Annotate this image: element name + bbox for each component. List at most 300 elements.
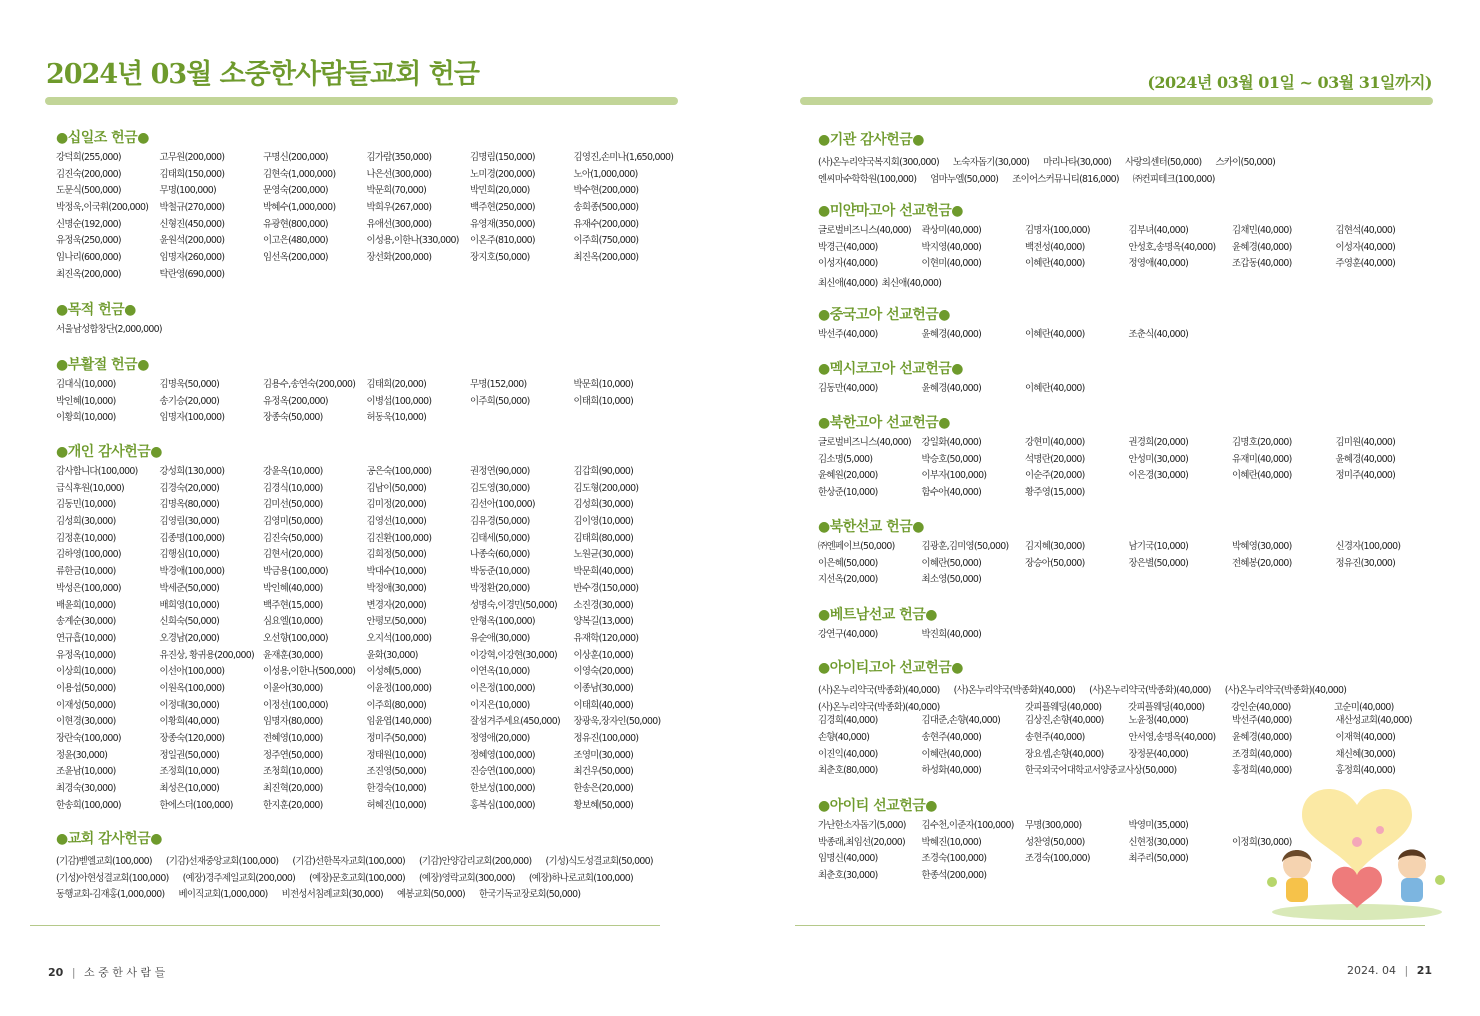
donor-entry: 이현미(40,000)	[921, 258, 982, 270]
donor-entry: 박문희(40,000)	[573, 566, 634, 578]
donor-entry: 스카이(50,000)	[1215, 157, 1276, 168]
donor-entry	[1129, 763, 1233, 780]
donor-entry: 박승호(50,000)	[921, 453, 982, 465]
donor-entry: 이종남(30,000)	[573, 682, 634, 694]
donor-entry: 신현정(30,000)	[1128, 836, 1189, 848]
donor-entry: 임선옥(200,000)	[263, 252, 328, 264]
donor-grid	[56, 464, 680, 814]
donor-entry: 윤혜경(40,000)	[921, 383, 982, 394]
donor-entry: 유애선(300,000)	[366, 218, 432, 230]
donor-entry: 안평모(50,000)	[366, 616, 427, 628]
donor-entry: 임명신(40,000)	[818, 853, 878, 865]
donor-entry: 박선주(40,000)	[818, 329, 878, 340]
donor-entry: 노윤정(40,000)	[1128, 715, 1189, 727]
donor-entry: 함수아(40,000)	[921, 487, 982, 499]
donor-entry: 김진숙(200,000)	[56, 168, 121, 180]
donor-entry: 이정희(30,000)	[1232, 836, 1292, 848]
donor-entry: 서울남성합창단(2,000,000)	[56, 324, 162, 335]
donor-entry: 유재수(200,000)	[573, 218, 639, 230]
donor-entry: 임윤엽(140,000)	[366, 716, 432, 728]
donor-entry: 김성희(30,000)	[56, 516, 116, 528]
donor-entry: 송현주(40,000)	[921, 732, 982, 744]
section-heading: ●멕시코고아 선교헌금●	[818, 361, 964, 377]
donor-entry: 김영미(50,000)	[263, 516, 323, 528]
donor-entry: 한국외국어대학교서양중교사상(50,000)	[1025, 765, 1177, 777]
section-heading: ●교회 감사헌금●	[56, 831, 162, 847]
donor-grid	[56, 377, 680, 427]
donor-entry: 최진옥(200,000)	[56, 268, 121, 280]
donor-entry: 김미선(50,000)	[263, 499, 323, 511]
donor-entry: 박희우(267,000)	[366, 202, 432, 214]
title-underline-left	[45, 97, 678, 105]
donor-entry: (기감)선한목자교회(100,000)	[292, 856, 405, 867]
donor-entry: 임명자(80,000)	[263, 716, 323, 728]
donor-entry: 이부자(100,000)	[921, 470, 987, 482]
donor-entry: 김태세(50,000)	[470, 532, 530, 544]
donor-entry: 한송희(100,000)	[56, 799, 121, 811]
donor-entry: 신희숙(50,000)	[159, 616, 220, 628]
donor-entry: 최신애(40,000)	[818, 278, 878, 290]
donor-entry: 글로벌비즈니스(40,000)	[818, 225, 912, 236]
donor-entry: 이영숙(20,000)	[573, 666, 634, 678]
donor-entry: 김영림(30,000)	[159, 516, 220, 528]
donor-entry: 한에스더(100,000)	[159, 799, 233, 811]
donor-entry: 박민희(20,000)	[470, 185, 530, 197]
donor-entry: 하성화(40,000)	[921, 765, 982, 777]
donor-entry: 조이어스커뮤니티(816,000)	[1012, 173, 1119, 185]
section-heading: ●기관 감사헌금●	[818, 132, 924, 148]
donor-entry: 장지호(50,000)	[470, 252, 530, 264]
donor-entry: 이은혜(50,000)	[818, 557, 878, 569]
donor-entry: 권정연(90,000)	[470, 466, 530, 477]
donor-grid	[818, 627, 1438, 644]
donor-entry: 김남이(50,000)	[366, 482, 427, 494]
donor-entry: 송현주(40,000)	[1025, 732, 1085, 744]
donor-entry: 김미정(20,000)	[366, 499, 427, 511]
donor-entry: 김경숙(20,000)	[159, 482, 220, 494]
donor-entry: ㈜컨피테크(100,000)	[1132, 173, 1215, 185]
donor-entry: 이성용,이한나(500,000)	[263, 666, 356, 678]
entry-line	[818, 273, 1438, 290]
donor-entry: 김가람(350,000)	[366, 152, 432, 163]
donor-entry: 김경희(40,000)	[818, 715, 878, 727]
donor-entry: 이은경(30,000)	[1128, 470, 1189, 482]
donor-entry: 강덕희(255,000)	[56, 152, 121, 163]
donor-entry: 이상희(10,000)	[56, 666, 116, 678]
entry-line	[818, 152, 1438, 169]
entry-line	[818, 680, 1438, 697]
section-heading: ●미얀마고아 선교헌금●	[818, 203, 964, 219]
donor-entry: 장선화(200,000)	[366, 252, 432, 264]
donor-entry: 노원균(30,000)	[573, 549, 634, 561]
donor-entry: 박세준(50,000)	[159, 582, 220, 594]
donor-entry: 김미원(40,000)	[1335, 437, 1396, 448]
section-institution	[818, 130, 1438, 185]
donor-entry: 홍복심(100,000)	[470, 799, 535, 811]
donor-entry: 박철규(270,000)	[159, 202, 225, 214]
donor-entry: 최춘호(30,000)	[818, 870, 878, 882]
donor-entry: 권경희(20,000)	[1128, 437, 1189, 448]
donor-entry: 이혜란(40,000)	[1025, 258, 1085, 270]
donor-entry: (기감)벧엘교회(100,000)	[56, 856, 152, 867]
donor-grid	[818, 381, 1438, 398]
donor-entry: 이상훈(10,000)	[573, 649, 634, 661]
donor-entry: 조경숙(100,000)	[921, 853, 987, 865]
section-heading: ●십일조 헌금●	[56, 130, 149, 146]
donor-entry: 박혜영(30,000)	[1232, 541, 1292, 552]
donor-entry: 박동준(10,000)	[470, 566, 530, 578]
donor-entry: 이고은(480,000)	[263, 235, 328, 247]
entry-line	[56, 868, 680, 885]
donor-entry: 유재학(120,000)	[573, 632, 639, 644]
donor-entry: 김부녀(40,000)	[1128, 225, 1189, 236]
donor-entry: 정혜영(100,000)	[470, 749, 535, 761]
section-haiti-orphan	[818, 658, 1438, 780]
donor-entry: 석명란(20,000)	[1025, 453, 1085, 465]
donor-entry: 허동욱(10,000)	[366, 412, 427, 424]
donor-grid	[56, 150, 680, 284]
donor-entry: 정주연(50,000)	[263, 749, 323, 761]
donor-grid	[818, 435, 1438, 502]
donor-entry: 갓피플웨딩(40,000)	[1128, 701, 1205, 713]
donor-entry: (사)온누리약국(박종화)(40,000)	[818, 701, 940, 713]
section-heading: ●베트남선교 헌금●	[818, 607, 937, 623]
donor-entry: 송계순(30,000)	[56, 616, 116, 628]
donor-entry: 허혜진(10,000)	[366, 799, 427, 811]
donor-entry: 비전성서침례교회(30,000)	[281, 889, 384, 901]
donor-entry: 김명자(100,000)	[1025, 225, 1090, 236]
donor-grid	[818, 539, 1438, 589]
donor-entry: 조윤남(10,000)	[56, 766, 116, 778]
donor-entry: 정유진(30,000)	[1335, 557, 1396, 569]
donor-entry: 김영진,손미나(1,650,000)	[573, 152, 674, 163]
donor-entry: 박경애(100,000)	[159, 566, 225, 578]
donor-entry: 이혜란(40,000)	[1232, 470, 1292, 482]
section-heading: ●아이티 선교헌금●	[818, 798, 937, 814]
donor-entry: 박종래,최임선(20,000)	[818, 836, 905, 848]
donor-entry: (기성)식도성결교회(50,000)	[545, 856, 653, 867]
section-heading: ●아이티고아 선교헌금●	[818, 660, 964, 676]
donor-entry: 김갑희(90,000)	[573, 466, 634, 477]
donor-entry: 이재성(50,000)	[56, 699, 116, 711]
donor-entry: 최진옥(200,000)	[573, 252, 639, 264]
donor-entry: 홍정희(40,000)	[1335, 765, 1396, 777]
donor-entry: (기감)안양감리교회(200,000)	[418, 856, 532, 867]
donor-entry: 예봉교회(50,000)	[397, 889, 465, 901]
donor-entry: 양복길(13,000)	[573, 616, 634, 628]
section-myanmar	[818, 201, 1438, 290]
donor-entry: 윤혜경(40,000)	[921, 329, 982, 340]
donor-entry: 채신혜(30,000)	[1335, 748, 1396, 760]
donor-entry: 이윤아(30,000)	[263, 682, 323, 694]
footer-right	[1347, 964, 1432, 977]
donor-entry: 안성미(30,000)	[1128, 453, 1189, 465]
donor-entry: 유광현(800,000)	[263, 218, 328, 230]
donor-entry: 이윤정(100,000)	[366, 682, 432, 694]
donor-entry: 이주희(750,000)	[573, 235, 639, 247]
donor-entry: 안성호,송명옥(40,000)	[1128, 241, 1216, 253]
donor-entry: 이병섭(100,000)	[366, 395, 432, 407]
donor-entry: 황주영(15,000)	[1025, 487, 1085, 499]
donor-entry: 이은정(100,000)	[470, 682, 535, 694]
donor-entry: 김유경(50,000)	[470, 516, 530, 528]
donor-entry: 강일화(40,000)	[921, 437, 982, 448]
donor-entry: 윤원석(200,000)	[159, 235, 225, 247]
section-nk-mission	[818, 517, 1438, 589]
donor-entry: 유순애(30,000)	[470, 632, 530, 644]
donor-entry: 이강혁,이강현(30,000)	[470, 649, 557, 661]
donor-entry: 박문희(70,000)	[366, 185, 427, 197]
donor-entry: 박혜진(10,000)	[921, 836, 982, 848]
donor-entry: 한국기독교장로회(50,000)	[478, 889, 581, 901]
donor-entry: 조갑동(40,000)	[1232, 258, 1292, 270]
donor-entry: 손향(40,000)	[818, 732, 870, 744]
donor-grid	[56, 322, 680, 339]
section-personal-thanks	[56, 442, 680, 814]
donor-entry: 박진희(40,000)	[921, 629, 982, 640]
donor-entry: 강현미(40,000)	[1025, 437, 1085, 448]
donor-entry: 장란숙(100,000)	[56, 733, 121, 744]
donor-entry: 엔씨마수학학원(100,000)	[818, 173, 917, 185]
donor-entry: 지선옥(20,000)	[818, 574, 878, 586]
donor-entry: 이성자(40,000)	[818, 258, 878, 270]
donor-entry: 노미경(200,000)	[470, 168, 535, 180]
children-heart-illustration	[1262, 780, 1452, 920]
donor-grid	[818, 327, 1438, 344]
donor-entry: (사)온누리약국복지회(300,000)	[818, 157, 939, 168]
donor-entry: 무명(100,000)	[159, 185, 216, 197]
donor-entry: 강연구(40,000)	[818, 629, 878, 640]
donor-entry: 한지훈(20,000)	[263, 799, 323, 811]
donor-entry: 한송은(20,000)	[573, 783, 634, 795]
donor-entry: 이성혜(5,000)	[366, 666, 421, 678]
donor-entry: 글로벌비즈니스(40,000)	[818, 437, 912, 448]
section-mexico	[818, 359, 1438, 398]
donor-entry: 김성희(30,000)	[573, 499, 634, 511]
donor-entry: 김영선(10,000)	[366, 516, 427, 528]
donor-entry: 장종숙(120,000)	[159, 733, 225, 744]
donor-entry: 유정옥(10,000)	[56, 649, 116, 661]
donor-entry: 박혜수(1,000,000)	[263, 202, 336, 214]
donor-entry: 정일권(50,000)	[159, 749, 220, 761]
donor-entry: 김광훈,김미영(50,000)	[921, 541, 1009, 552]
donor-entry: 고무원(200,000)	[159, 152, 225, 163]
donor-entry: 김현석(40,000)	[1335, 225, 1396, 236]
entry-line	[818, 697, 1438, 714]
donor-entry: 박성은(100,000)	[56, 582, 121, 594]
donor-entry: 김상진,손향(40,000)	[1025, 715, 1104, 727]
section-tithe	[56, 128, 680, 284]
donor-entry: 김태희(150,000)	[159, 168, 225, 180]
donor-entry: 송희종(500,000)	[573, 202, 639, 214]
donor-entry: 이재혁(40,000)	[1335, 732, 1396, 744]
donor-entry: 마리나타(30,000)	[1043, 157, 1112, 168]
donor-entry: 심요엘(10,000)	[263, 616, 323, 628]
donor-entry: 이진익(40,000)	[818, 748, 878, 760]
donor-entry: 정유진(100,000)	[573, 733, 639, 744]
donor-entry: 변경자(20,000)	[366, 599, 427, 611]
magazine-name: 소 중 한 사 람 들	[84, 966, 166, 979]
donor-entry: 김종명(100,000)	[159, 532, 225, 544]
donor-entry: (사)온누리약국(박종화)(40,000)	[818, 685, 940, 696]
section-heading: ●중국고아 선교헌금●	[818, 307, 950, 323]
donor-entry: 김진숙(50,000)	[263, 532, 323, 544]
footer-separator-left: |	[71, 966, 76, 979]
donor-entry: 한상준(10,000)	[818, 487, 878, 499]
donor-entry: 조정희(10,000)	[159, 766, 220, 778]
donor-entry: 장요셉,손향(40,000)	[1025, 748, 1104, 760]
donor-entry: 급식후원(10,000)	[56, 482, 124, 494]
donor-entry: 장승아(50,000)	[1025, 557, 1085, 569]
donor-entry: (예장)문호교회(100,000)	[309, 872, 405, 884]
donor-entry: 홍정희(40,000)	[1232, 765, 1292, 777]
donor-entry: 성찬영(50,000)	[1025, 836, 1085, 848]
donor-entry: 장광욱,장자인(50,000)	[573, 716, 661, 728]
donor-entry: 베이직교회(1,000,000)	[178, 889, 268, 901]
donor-entry: 신형진(450,000)	[159, 218, 225, 230]
donor-entry: 정윤(30,000)	[56, 749, 108, 761]
donor-entry: 이혜란(40,000)	[921, 748, 982, 760]
donor-entry: 이주희(80,000)	[366, 699, 427, 711]
donor-entry: 갓피플웨딩(40,000)	[1025, 701, 1102, 713]
donor-entry: 이성자(40,000)	[1335, 241, 1396, 253]
donor-entry: 윤화(30,000)	[366, 649, 418, 661]
donor-entry: 남기국(10,000)	[1128, 541, 1189, 552]
donor-entry: 박정욱,이국휘(200,000)	[56, 202, 149, 214]
donor-entry: 이연옥(10,000)	[470, 666, 530, 678]
donor-entry: 고순미(40,000)	[1334, 701, 1394, 713]
donor-entry: 연규흡(10,000)	[56, 632, 116, 644]
footer-left	[48, 964, 165, 980]
donor-entry: 김하영(100,000)	[56, 549, 121, 561]
donor-entry: 유정욱(250,000)	[56, 235, 121, 247]
donor-entry: 배희영(10,000)	[159, 599, 220, 611]
donor-entry: 이정대(30,000)	[159, 699, 220, 711]
donor-entry: 김대식(10,000)	[56, 379, 116, 390]
donor-entry: 김희정(50,000)	[366, 549, 427, 561]
donor-entry: 이태희(10,000)	[573, 395, 634, 407]
donor-entry: 최신애(40,000)	[881, 278, 942, 290]
donor-entry: 이혜란(40,000)	[1025, 329, 1085, 340]
donor-entry: 소진경(30,000)	[573, 599, 634, 611]
donor-entry: 김동민(10,000)	[56, 499, 116, 511]
donor-entry: 박대수(10,000)	[366, 566, 427, 578]
page-title: 2024년 03월 소중한사람들교회 헌금	[46, 59, 479, 90]
donor-entry: 조경희(40,000)	[1232, 748, 1292, 760]
donor-entry: 박인혜(40,000)	[263, 582, 323, 594]
donor-entry: 윤혜경(40,000)	[1335, 453, 1396, 465]
donor-entry: 가난한소자돕기(5,000)	[818, 820, 906, 831]
donor-entry: 김소명(5,000)	[818, 453, 873, 465]
donor-entry: 주영훈(40,000)	[1335, 258, 1396, 270]
donor-entry: 공은숙(100,000)	[366, 466, 432, 477]
section-church-thanks	[56, 829, 680, 901]
donor-entry: 김이영(10,000)	[573, 516, 634, 528]
donor-entry: 무명(152,000)	[470, 379, 527, 390]
donor-entry: 조경숙(100,000)	[1025, 853, 1090, 865]
donor-entry: 이지은(10,000)	[470, 699, 530, 711]
donor-entry: 무명(300,000)	[1025, 820, 1082, 831]
donor-entry: 나종숙(60,000)	[470, 549, 530, 561]
donor-entry: 김대준,손향(40,000)	[921, 715, 1001, 727]
donor-entry: 정미주(40,000)	[1335, 470, 1396, 482]
donor-entry: 전혜영(10,000)	[263, 733, 323, 744]
donor-entry: 장종숙(50,000)	[263, 412, 323, 424]
donor-entry: 정영애(40,000)	[1128, 258, 1189, 270]
donor-entry: 윤재훈(30,000)	[263, 649, 323, 661]
donor-entry: 조영미(30,000)	[573, 749, 634, 761]
section-vietnam	[818, 605, 1438, 644]
donor-entry: 김진환(100,000)	[366, 532, 432, 544]
donor-entry: 이용섭(50,000)	[56, 682, 116, 694]
donor-entry: 한보성(100,000)	[470, 783, 535, 795]
entry-line	[56, 884, 680, 901]
section-china	[818, 305, 1438, 344]
donor-entry: 윤혜경(40,000)	[1232, 732, 1292, 744]
section-heading: ●목적 헌금●	[56, 302, 136, 318]
donor-entry: 구명신(200,000)	[263, 152, 328, 163]
donor-entry: 최춘호(80,000)	[818, 765, 878, 777]
donor-entry: 신경자(100,000)	[1335, 541, 1401, 552]
donor-entry: 도문식(500,000)	[56, 185, 121, 197]
donor-entry: 박수현(200,000)	[573, 185, 639, 197]
donor-entry: 이선아(100,000)	[159, 666, 225, 678]
donor-entry: 정태원(10,000)	[366, 749, 427, 761]
donor-entry: 강인순(40,000)	[1231, 701, 1291, 713]
donor-entry: 김정훈(10,000)	[56, 532, 116, 544]
donor-entry: 김도형(200,000)	[573, 482, 639, 494]
donor-entry: 한종석(200,000)	[921, 870, 987, 882]
section-easter	[56, 355, 680, 427]
donor-entry: 유영재(350,000)	[470, 218, 535, 230]
donor-grid	[818, 713, 1438, 780]
donor-entry: 황보혜(50,000)	[573, 799, 634, 811]
donor-entry: 김현숙(1,000,000)	[263, 168, 336, 180]
donor-entry: 류한금(10,000)	[56, 566, 116, 578]
donor-entry: 최소영(50,000)	[921, 574, 982, 586]
entry-line	[818, 169, 1438, 186]
donor-entry: 김명호(20,000)	[1232, 437, 1292, 448]
page-number-right: 21	[1416, 964, 1432, 977]
donor-entry: 이현경(30,000)	[56, 716, 116, 728]
donor-entry: 김도영(30,000)	[470, 482, 530, 494]
donor-entry: 이황희(10,000)	[56, 412, 116, 424]
donor-entry: 조진영(50,000)	[366, 766, 427, 778]
donor-entry: 박금용(100,000)	[263, 566, 328, 578]
donor-entry: 탁란영(690,000)	[159, 268, 225, 280]
donor-entry: 최진혁(20,000)	[263, 783, 323, 795]
donor-entry: 박선주(40,000)	[1232, 715, 1292, 727]
donor-entry: 임명자(100,000)	[159, 412, 225, 424]
donor-entry: 안서영,송명옥(40,000)	[1128, 732, 1216, 744]
donor-entry: 동행교회-김재홍(1,000,000)	[56, 889, 165, 901]
section-heading: ●북한선교 헌금●	[818, 519, 924, 535]
donor-entry: (기감)선재중앙교회(100,000)	[165, 856, 279, 867]
donor-entry: 강성희(130,000)	[159, 466, 225, 477]
donor-grid	[818, 223, 1438, 273]
donor-entry: 박문희(10,000)	[573, 379, 634, 390]
donor-entry: 한경숙(10,000)	[366, 783, 427, 795]
period-label: (2024년 03월 01일 ~ 03월 31일까지)	[1147, 73, 1432, 92]
donor-entry: 진승연(100,000)	[470, 766, 535, 778]
donor-entry: 임나리(600,000)	[56, 252, 121, 264]
donor-entry: 오지석(100,000)	[366, 632, 432, 644]
donor-entry: 이혜란(50,000)	[921, 557, 982, 569]
donor-entry: 정영애(20,000)	[470, 733, 530, 744]
donor-entry: 김지혜(30,000)	[1025, 541, 1085, 552]
donor-entry: 박경근(40,000)	[818, 241, 878, 253]
donor-entry: (예장)영락교회(300,000)	[418, 872, 515, 884]
